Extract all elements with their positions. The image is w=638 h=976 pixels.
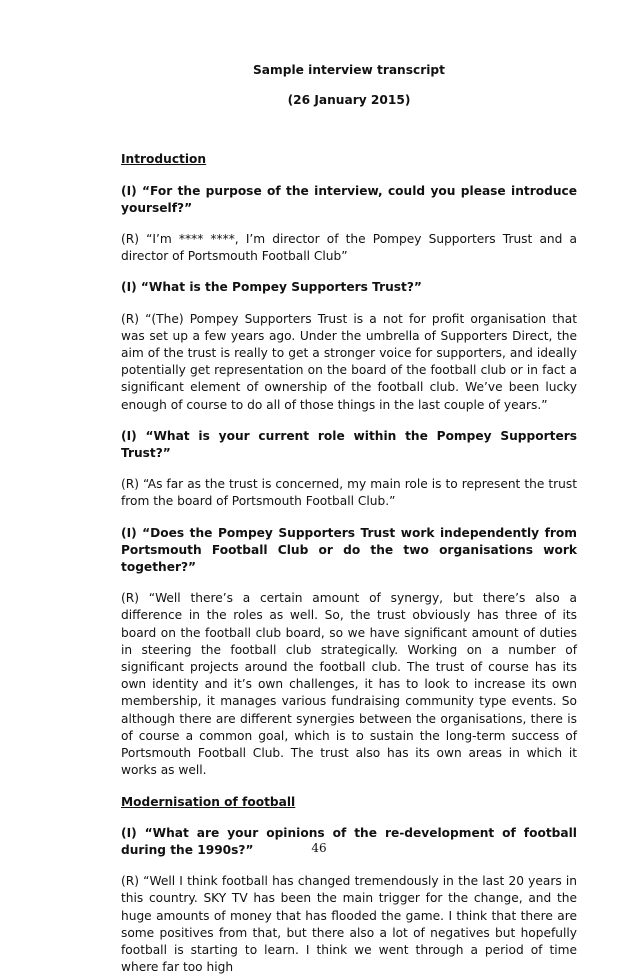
interview-response: (R) “Well I think football has changed tremendously in the last 20 years in this country. SKY TV has been the main trigger for the change, and the huge amounts of money that has flooded the game. I think that there are some positives from that, but there also a lot of negatives but hopefully football is starting to learn. I think we went through a period of time where far too high bbox=[121, 874, 577, 975]
interview-question: (I) “What is the Pompey Supporters Trust?” bbox=[121, 280, 422, 295]
interview-question: (I) “Does the Pompey Supporters Trust work independently from Portsmouth Football Club or do the two organisations work together?” bbox=[121, 525, 577, 575]
interview-question: (I) “For the purpose of the interview, could you please introduce yourself?” bbox=[121, 183, 577, 215]
document-title: Sample interview transcript bbox=[253, 63, 445, 77]
interview-response: (R) “(The) Pompey Supporters Trust is a not for profit organisation that was set up a few years ago. Under the umbrella of Supporters Direct, the aim of the trust is really to get a stronger voice for supporters, and ideally potentially get representation on the board of the football club or in fact a significant element of ownership of the football club. We’ve been lucky enough of course to do all of those things in the last couple of years.” bbox=[121, 311, 577, 412]
interview-question: (I) “What is your current role within the Pompey Supporters Trust?” bbox=[121, 428, 577, 461]
document-date: (26 January 2015) bbox=[287, 93, 411, 108]
interview-response: (R) “As far as the trust is concerned, my main role is to represent the trust from the board of Portsmouth Football Club.” bbox=[121, 477, 577, 509]
section-heading-modernisation: Modernisation of football bbox=[121, 794, 296, 809]
interview-response: (R) “I’m **** ****, I’m director of the Pompey Supporters Trust and a director of Portsmouth Football Club” bbox=[121, 232, 577, 264]
interview-response: (R) “Well there’s a certain amount of synergy, but there’s also a difference in the roles as well. So, the trust obviously has three of its board on the football club board, so we have significant amount of duties in steering the football club strategically. Working on a number of significant projects around the football club. The trust of course has its own identity and it’s own challenges, it has to look to increase its own membership, it manages various fundraising community type events. So although there are different synergies between the organisations, there is of course a common goal, which is to sustain the long-term success of Portsmouth Football Club. The trust also has its own areas in which it works as well. bbox=[121, 591, 577, 778]
section-heading-introduction: Introduction bbox=[121, 152, 207, 167]
page-number: 46 bbox=[311, 841, 327, 855]
document-body bbox=[121, 62, 577, 976]
interview-question: (I) “What are your opinions of the re-development of football during the 1990s?” bbox=[121, 825, 577, 857]
